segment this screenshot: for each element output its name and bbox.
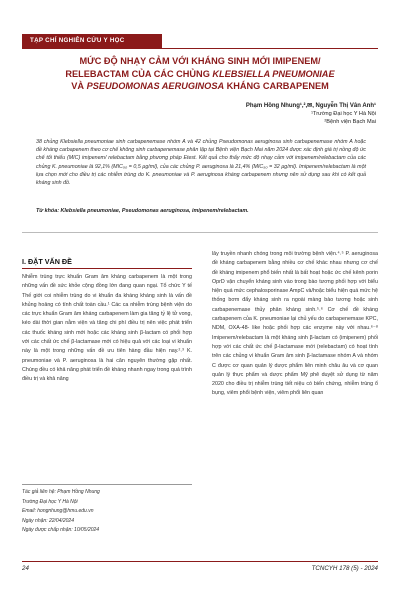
journal-reference: TCNCYH 178 (5) - 2024 <box>311 565 378 572</box>
affiliation-1: ¹Trường Đại học Y Hà Nội <box>311 111 376 117</box>
body-paragraph-left: Nhiễm trùng trực khuẩn Gram âm kháng carbapenem là một trong những vấn đề sức khỏe cộng đồng lớn đang quan ngại. Tổ chức Y tế Thế giới coi nhiễm trùng do vi khuẩn đa kháng kháng sinh là vấn đề khủng hoảng có tính chất toàn cầu.¹ Các ca nhiễm trùng bệnh viện do các trực khuẩn Gram âm kháng carbapenem làm gia tăng tỷ lệ tử vong, kéo dài thời gian nằm viện và tăng chi phí điều trị nên việc phát triển các thuốc kháng sinh mới hoặc các kháng sinh β-lactam có phối hợp với các chất ức chế β-lactamase mới có hiệu quả với các loại vi khuẩn này là một trong những vấn đề ưu tiên hàng đầu hiện nay.²˒³ K. pneumoniae và P. aeruginosa là hai căn nguyên thường gặp nhất. Chúng đều có khả năng phát triển đề kháng nhanh ngay trong quá trình điều trị và khả năng <box>22 274 192 383</box>
title-line-3: VÀ PSEUDOMONAS AERUGINOSA KHÁNG CARBAPENEM <box>71 81 329 91</box>
author-block <box>246 102 376 126</box>
abstract: 38 chủng Klebsiella pneumoniae sinh carbapenemase nhóm A và 42 chủng Pseudomonas aeruginosa sinh carbapenemase nhóm A hoặc đề kháng carbapenem theo cơ chế không sinh carbapenemase phân lập tại Bệnh viện Bạch Mai năm 2024 được xác định giá trị nồng độ ức chế tối thiểu (MIC) imipenem/ relebactam bằng phương pháp Etest. Kết quả cho thấy mức độ nhạy cảm với imipenem/relebactam của các chủng K. pneumoniae là 92,1% (MIC₅₀ = 0,5 µg/ml), của các chủng P. aeruginosa là 21,4% (MIC₅₀ = 32 µg/ml). Imipenem/relebactam là một lựa chọn mới cho điều trị các nhiễm trùng do K. pneumoniae và P. aeruginosa kháng carbapenem nhưng nên sử dụng sau khi có kết quả kháng sinh đồ. <box>36 139 366 187</box>
section-underline <box>22 268 192 269</box>
footnote-author: Tác giả liên hệ: Phạm Hồng Nhung <box>22 489 100 495</box>
footnote-org: Trường Đại học Y Hà Nội <box>22 498 78 505</box>
footer-rule <box>22 561 378 562</box>
author-names: Phạm Hồng Nhung¹,²,✉, Nguyễn Thị Vân Anh¹ <box>245 103 376 109</box>
header-rule <box>22 48 378 49</box>
journal-name: TẠP CHÍ NGHIÊN CỨU Y HỌC <box>22 34 162 48</box>
footnote-email: Email: hongnhung@hmu.edu.vn <box>22 508 94 515</box>
body-paragraph-right: lây truyền nhanh chóng trong môi trường bệnh viện.⁴˒⁵ P. aeruginosa đề kháng carbapenem bằng nhiều cơ chế khác nhau nhưng cơ chế đề kháng imipenem phổ biến nhất là bất hoạt hoặc ức chế kênh porin OprD vận chuyển kháng sinh vào trong bào tương phối hợp với biểu hiện quá mức cephalosporinase AmpC và/hoặc biểu hiện quá mức hệ thống bơm đẩy kháng sinh ra ngoài màng bào tương hoặc sinh carbapenemase thủy phân kháng sinh.⁵˒⁶ Cơ chế đề kháng carbapenem của K. pneumoniae lại chủ yếu do carbapenemase KPC, NDM, OXA-48- like hoặc phối hợp các enzyme này với nhau.⁶⁻⁸ Imipenem/relebactam là một kháng sinh β-lactam có (imipenem) phối hợp với các chất ức chế β-lactamase mới (relebactam) có hoạt tính trên các chủng vi khuẩn Gram âm sinh β-lactamase nhóm A và nhóm C được cơ quan quản lý dược phẩm liên minh châu âu và cơ quan quản lý thực phẩm và dược phẩm Mỹ phê duyệt sử dụng từ năm 2020 cho điều trị nhiễm trùng tiết niệu có biến chứng, nhiễm trùng ổ bụng, viêm phổi bệnh viện, viêm phổi liên quan <box>212 251 378 397</box>
footnotes <box>22 488 192 536</box>
footnote-received: Ngày nhận: 22/04/2024 <box>22 517 74 524</box>
body-column-right <box>212 250 378 399</box>
section-heading: I. ĐẶT VẤN ĐỀ <box>22 257 72 266</box>
body-column-left <box>22 273 192 385</box>
affiliation-2: ²Bệnh viện Bạch Mai <box>324 119 376 125</box>
keywords: Từ khóa: Klebsiella pneumoniae, Pseudomonas aeruginosa, imipenem/relebactam. <box>36 208 249 214</box>
footnote-divider <box>22 484 192 485</box>
page-number: 24 <box>22 565 29 572</box>
article-title <box>24 55 376 93</box>
title-line-1: MỨC ĐỘ NHẠY CẢM VỚI KHÁNG SINH MỚI IMIPENEM/ <box>79 56 321 66</box>
keywords-divider <box>22 232 378 233</box>
page-header <box>0 0 400 24</box>
title-line-2: RELEBACTAM CỦA CÁC CHỦNG KLEBSIELLA PNEUMONIAE <box>65 68 335 79</box>
footnote-accepted: Ngày được chấp nhận: 10/05/2024 <box>22 527 100 534</box>
